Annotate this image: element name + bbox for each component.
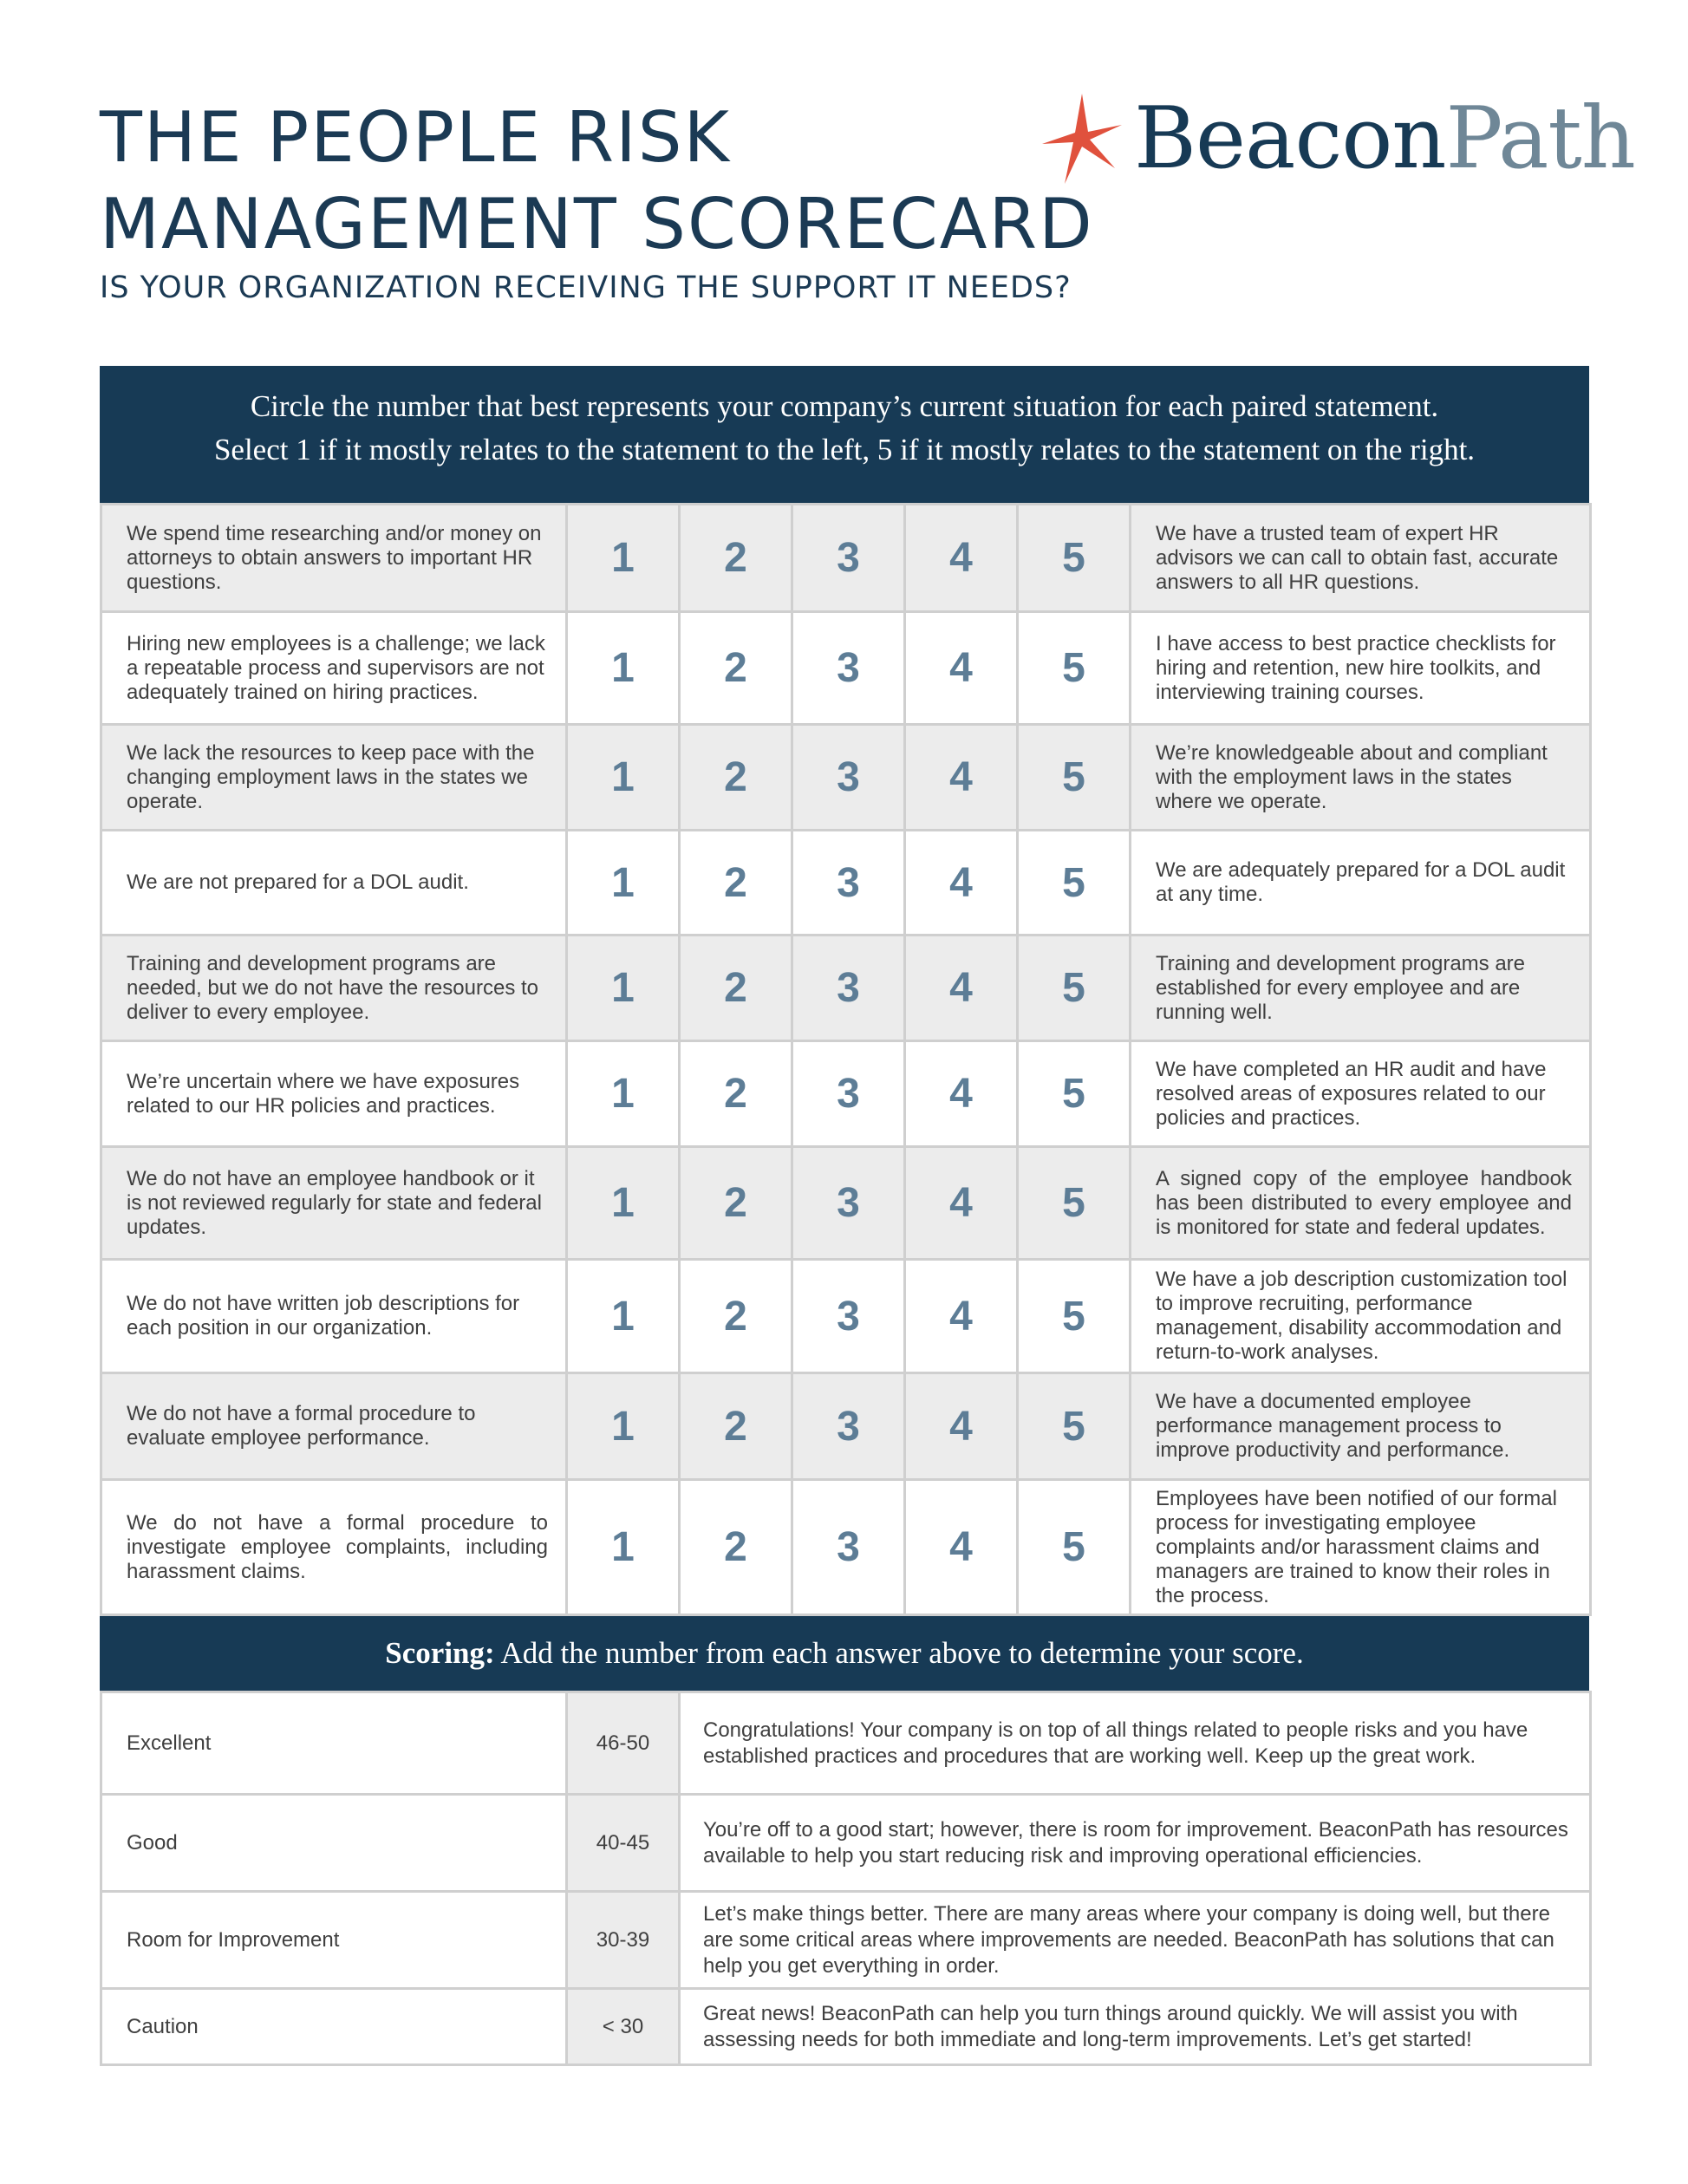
statement-row [101, 1373, 1591, 1480]
rating-1-option[interactable]: 1 [567, 1260, 680, 1373]
left-statement: Hiring new employees is a challenge; we lack a repeatable process and supervisors are not adequately trained on hiring practices. [101, 612, 567, 725]
rating-2-option[interactable]: 2 [680, 725, 792, 831]
rating-1-option[interactable]: 1 [567, 612, 680, 725]
statement-row [101, 612, 1591, 725]
rating-3-option[interactable]: 3 [792, 831, 905, 936]
rating-4-option[interactable]: 4 [905, 1373, 1018, 1480]
rating-5-option[interactable]: 5 [1018, 831, 1131, 936]
scoring-text: Add the number from each answer above to determine your score. [500, 1636, 1304, 1670]
left-statement: We do not have an employee handbook or it is not reviewed regularly for state and federal updates. [101, 1147, 567, 1260]
statement-row [101, 936, 1591, 1041]
rating-5-option[interactable]: 5 [1018, 1373, 1131, 1480]
rating-5-option[interactable]: 5 [1018, 1147, 1131, 1260]
rating-2-option[interactable]: 2 [680, 612, 792, 725]
rating-1-option[interactable]: 1 [567, 1480, 680, 1615]
statement-row [101, 505, 1591, 612]
rating-2-option[interactable]: 2 [680, 936, 792, 1041]
rating-2-option[interactable]: 2 [680, 831, 792, 936]
right-statement: I have access to best practice checklists for hiring and retention, new hire toolkits, and interviewing training courses. [1131, 612, 1591, 725]
score-range: 30-39 [567, 1892, 680, 1989]
rating-3-option[interactable]: 3 [792, 725, 905, 831]
statement-row [101, 831, 1591, 936]
right-statement: We have completed an HR audit and have resolved areas of exposures related to our policies and practices. [1131, 1041, 1591, 1147]
score-level-row [101, 1692, 1591, 1795]
instructions-line-2: Select 1 if it mostly relates to the statement to the left, 5 if it mostly relates to the statement on the right. [213, 433, 1476, 466]
rating-2-option[interactable]: 2 [680, 1260, 792, 1373]
score-range: 46-50 [567, 1692, 680, 1795]
score-range: < 30 [567, 1989, 680, 2065]
instructions-line-1: Circle the number that best represents your company’s current situation for each paired statement. [250, 389, 1439, 423]
rating-5-option[interactable]: 5 [1018, 936, 1131, 1041]
rating-4-option[interactable]: 4 [905, 1147, 1018, 1260]
instructions-banner [100, 366, 1589, 503]
logo-word-path: Path [1445, 89, 1635, 188]
rating-1-option[interactable]: 1 [567, 831, 680, 936]
rating-4-option[interactable]: 4 [905, 1480, 1018, 1615]
logo-word-beacon: Beacon [1134, 89, 1446, 188]
rating-4-option[interactable]: 4 [905, 1260, 1018, 1373]
score-level-name: Excellent [101, 1692, 567, 1795]
score-level-row [101, 1795, 1591, 1892]
title-line-1: THE PEOPLE RISK [100, 97, 731, 178]
right-statement: We’re knowledgeable about and compliant with the employment laws in the states where we operate. [1131, 725, 1591, 831]
rating-1-option[interactable]: 1 [567, 936, 680, 1041]
rating-3-option[interactable]: 3 [792, 1373, 905, 1480]
rating-3-option[interactable]: 3 [792, 1147, 905, 1260]
right-statement: Training and development programs are established for every employee and are running well. [1131, 936, 1591, 1041]
right-statement: Employees have been notified of our formal process for investigating employee complaints and/or harassment claims and managers are trained to know their roles in the process. [1131, 1480, 1591, 1615]
statement-row [101, 1147, 1591, 1260]
score-level-name: Good [101, 1795, 567, 1892]
left-statement: We spend time researching and/or money on attorneys to obtain answers to important HR questions. [101, 505, 567, 612]
rating-3-option[interactable]: 3 [792, 1260, 905, 1373]
rating-4-option[interactable]: 4 [905, 505, 1018, 612]
rating-5-option[interactable]: 5 [1018, 1480, 1131, 1615]
rating-5-option[interactable]: 5 [1018, 612, 1131, 725]
rating-4-option[interactable]: 4 [905, 936, 1018, 1041]
rating-1-option[interactable]: 1 [567, 505, 680, 612]
right-statement: We have a trusted team of expert HR advisors we can call to obtain fast, accurate answers to all HR questions. [1131, 505, 1591, 612]
title-line-2: MANAGEMENT SCORECARD [100, 184, 1094, 264]
rating-3-option[interactable]: 3 [792, 612, 905, 725]
rating-1-option[interactable]: 1 [567, 1147, 680, 1260]
rating-5-option[interactable]: 5 [1018, 1260, 1131, 1373]
score-level-row [101, 1892, 1591, 1989]
rating-4-option[interactable]: 4 [905, 725, 1018, 831]
statement-row [101, 1480, 1591, 1615]
left-statement: We do not have a formal procedure to evaluate employee performance. [101, 1373, 567, 1480]
rating-1-option[interactable]: 1 [567, 1373, 680, 1480]
rating-2-option[interactable]: 2 [680, 1041, 792, 1147]
statement-row [101, 1041, 1591, 1147]
rating-3-option[interactable]: 3 [792, 505, 905, 612]
scoring-label: Scoring: [385, 1636, 495, 1670]
rating-1-option[interactable]: 1 [567, 1041, 680, 1147]
right-statement: A signed copy of the employee handbook has been distributed to every employee and is monitored for state and federal updates. [1131, 1147, 1591, 1260]
score-description: Let’s make things better. There are many areas where your company is doing well, but there are some critical areas where improvements are needed. BeaconPath has solutions that can help you get everything in order. [680, 1892, 1591, 1989]
score-level-row [101, 1989, 1591, 2065]
statement-row [101, 725, 1591, 831]
rating-5-option[interactable]: 5 [1018, 1041, 1131, 1147]
score-level-name: Room for Improvement [101, 1892, 567, 1989]
scoring-banner [100, 1616, 1589, 1691]
right-statement: We have a job description customization tool to improve recruiting, performance management, disability accommodation and return-to-work analyses. [1131, 1260, 1591, 1373]
rating-3-option[interactable]: 3 [792, 936, 905, 1041]
score-range: 40-45 [567, 1795, 680, 1892]
statement-table [100, 503, 1592, 1616]
scorecard [100, 366, 1589, 2066]
rating-2-option[interactable]: 2 [680, 1480, 792, 1615]
score-level-name: Caution [101, 1989, 567, 2065]
score-description: You’re off to a good start; however, there is room for improvement. BeaconPath has resources available to help you start reducing risk and improving operational efficiencies. [680, 1795, 1591, 1892]
compass-star-icon [1039, 92, 1125, 187]
rating-5-option[interactable]: 5 [1018, 725, 1131, 831]
rating-4-option[interactable]: 4 [905, 1041, 1018, 1147]
rating-2-option[interactable]: 2 [680, 1373, 792, 1480]
subtitle: IS YOUR ORGANIZATION RECEIVING THE SUPPORT IT NEEDS? [100, 271, 1072, 305]
right-statement: We are adequately prepared for a DOL audit at any time. [1131, 831, 1591, 936]
rating-3-option[interactable]: 3 [792, 1041, 905, 1147]
rating-5-option[interactable]: 5 [1018, 505, 1131, 612]
left-statement: Training and development programs are needed, but we do not have the resources to deliver to every employee. [101, 936, 567, 1041]
rating-4-option[interactable]: 4 [905, 612, 1018, 725]
score-description: Great news! BeaconPath can help you turn things around quickly. We will assist you with assessing needs for both immediate and long-term improvements. Let’s get started! [680, 1989, 1591, 2065]
left-statement: We’re uncertain where we have exposures related to our HR policies and practices. [101, 1041, 567, 1147]
statement-row [101, 1260, 1591, 1373]
rating-4-option[interactable]: 4 [905, 831, 1018, 936]
logo-wordmark [1134, 87, 1635, 191]
right-statement: We have a documented employee performance management process to improve productivity and performance. [1131, 1373, 1591, 1480]
rating-2-option[interactable]: 2 [680, 505, 792, 612]
left-statement: We lack the resources to keep pace with the changing employment laws in the states we operate. [101, 725, 567, 831]
score-description: Congratulations! Your company is on top of all things related to people risks and you have established practices and procedures that are working well. Keep up the great work. [680, 1692, 1591, 1795]
rating-2-option[interactable]: 2 [680, 1147, 792, 1260]
left-statement: We do not have a formal procedure to investigate employee complaints, including harassment claims. [101, 1480, 567, 1615]
left-statement: We are not prepared for a DOL audit. [101, 831, 567, 936]
beaconpath-logo [1039, 87, 1635, 191]
score-level-table [100, 1691, 1592, 2066]
rating-3-option[interactable]: 3 [792, 1480, 905, 1615]
left-statement: We do not have written job descriptions for each position in our organization. [101, 1260, 567, 1373]
rating-1-option[interactable]: 1 [567, 725, 680, 831]
